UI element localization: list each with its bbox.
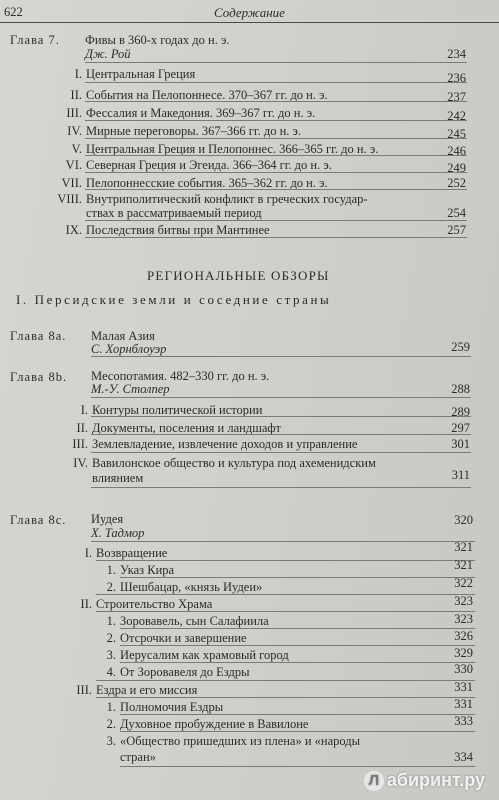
section-number: I. [84,546,92,560]
section-title-line: Внутриполитический конфликт в греческих государ- [86,192,368,206]
divider [85,237,467,238]
item-title-line: «Общество пришедших из плена» и «народы [120,734,361,748]
divider [85,101,467,102]
item-number: 1. [106,614,116,628]
section-number: II. [80,597,92,611]
divider [85,172,467,173]
item-title: Полномочия Ездры [120,700,224,714]
section-page: 257 [447,223,466,237]
chapter-label: Глава 7. [10,33,60,47]
subsection-heading: I. Персидские земли и соседние страны [16,292,332,307]
section-number: III. [76,683,92,697]
divider [96,697,475,698]
item-page: 322 [454,576,473,590]
item-title: Иерусалим как храмовый город [120,648,289,662]
item-page: 334 [454,750,473,764]
divider [91,487,471,488]
divider [120,714,475,715]
chapter-label: Глава 8с. [10,513,67,527]
divider [91,541,475,542]
divider [85,120,467,121]
watermark-text: абиринт.ру [386,769,485,790]
divider [120,645,475,646]
divider [91,397,471,398]
section-title: Пелопоннесские события. 365–362 гг. до н. э. [86,176,328,190]
header-rule [0,22,499,23]
divider [120,628,475,629]
divider [85,220,467,221]
chapter-label: Глава 8b. [10,370,68,384]
section-number: IX. [65,223,82,237]
divider [91,434,471,435]
section-title: Мирные переговоры. 367–366 гг. до н. э. [86,124,302,138]
item-number: 2. [106,631,116,645]
chapter-author: Дж. Рой [85,47,131,61]
divider [85,82,467,83]
item-number: 1. [106,700,116,714]
item-title: Отсрочки и завершение [120,631,247,645]
item-page: 331 [454,697,473,711]
item-title: Духовное пробуждение в Вавилоне [120,717,309,731]
section-number: VII. [61,176,82,190]
divider [85,155,467,156]
section-page: 331 [454,680,473,694]
chapter-author: С. Хорнблоуэр [91,342,167,356]
item-number: 3. [106,734,116,748]
divider [85,138,467,139]
chapter-page: 320 [454,513,473,527]
chapter-title: Малая Азия [91,329,155,343]
item-number: 2. [106,580,116,594]
divider [120,766,475,767]
item-title: Шешбацар, «князь Иудеи» [120,580,263,594]
section-number: IV. [67,124,82,138]
item-number: 3. [106,648,116,662]
chapter-author: Х. Тадмор [91,526,145,540]
section-title: Землевладение, извлечение доходов и управление [92,437,358,451]
chapter-page: 288 [451,382,470,396]
section-number: I. [80,403,88,417]
item-title-line: стран» [120,750,156,764]
divider [91,356,471,357]
section-page: 297 [451,421,470,435]
chapter-title: Иудея [91,512,124,526]
section-number: II. [70,88,82,102]
section-title: Центральная Греция и Пелопоннес. 366–365 гг. до н. э. [86,142,379,156]
section-number: IV. [73,456,88,470]
section-page: 301 [451,437,470,451]
item-page: 321 [454,558,473,572]
item-page: 330 [454,662,473,676]
chapter-page: 259 [451,340,470,354]
section-page: 237 [447,90,466,104]
section-number: I. [74,67,82,81]
section-page: 249 [447,161,466,175]
section-page: 236 [447,71,466,85]
section-number: III. [72,437,88,451]
section-title: Последствия битвы при Мантинее [86,223,270,237]
item-title: От Зоровавеля до Ездры [120,665,250,679]
labirint-watermark [364,770,485,791]
section-title: Северная Греция и Эгеида. 366–364 гг. до н. э. [86,158,332,172]
section-heading: РЕГИОНАЛЬНЫЕ ОБЗОРЫ [147,268,330,283]
section-number: VIII. [57,192,82,206]
section-page: 289 [451,405,470,419]
section-page: 311 [451,468,470,482]
item-number: 2. [106,717,116,731]
divider [85,189,467,190]
section-title: Контуры политической истории [92,403,263,417]
section-title: Возвращение [96,546,168,560]
divider [120,731,475,732]
item-title: Указ Кира [120,563,175,577]
section-title: Строительство Храма [96,597,213,611]
item-number: 1. [106,563,116,577]
section-title: События на Пелопоннесе. 370–367 гг. до н. э. [86,88,328,102]
divider [96,594,475,595]
section-title-line: влиянием [92,471,144,485]
section-title: Фессалия и Македония. 369–367 гг. до н. э. [86,106,316,120]
item-title: Зоровавель, сын Салафиила [120,614,269,628]
section-title: Центральная Греция [86,67,196,81]
page-number: 622 [4,5,23,19]
section-page: 323 [454,594,473,608]
divider [96,680,475,681]
header-title: Содержание [214,5,285,20]
item-page: 323 [454,612,473,626]
section-page: 246 [447,144,466,158]
section-page: 242 [447,109,466,123]
chapter-page: 234 [447,47,466,61]
item-page: 329 [454,646,473,660]
section-title-line: ствах в рассматриваемый период [86,206,262,220]
section-page: 245 [447,127,466,141]
section-number: III. [66,106,82,120]
divider [96,611,475,612]
divider [120,662,475,663]
divider [96,560,475,561]
section-title: Ездра и его миссия [96,683,198,697]
section-page: 321 [454,540,473,554]
item-number: 4. [106,665,116,679]
section-page: 254 [447,206,466,220]
section-title-line: Вавилонское общество и культура под ахеменидским [92,456,376,470]
section-page: 252 [447,176,466,190]
section-number: V. [71,142,82,156]
section-number: VI. [65,158,82,172]
divider [91,452,471,453]
section-title: Документы, поселения и ландшафт [92,421,281,435]
chapter-title: Фивы в 360-х годах до н. э. [85,33,230,47]
labirint-logo-icon: Л [364,771,384,791]
section-number: II. [76,421,88,435]
item-page: 326 [454,629,473,643]
chapter-title: Месопотамия. 482–330 гг. до н. э. [91,369,270,383]
chapter-label: Глава 8а. [10,329,67,343]
divider [91,416,471,417]
divider [85,62,467,63]
divider [120,577,475,578]
item-page: 333 [454,714,473,728]
chapter-author: М.-У. Столпер [91,382,170,396]
